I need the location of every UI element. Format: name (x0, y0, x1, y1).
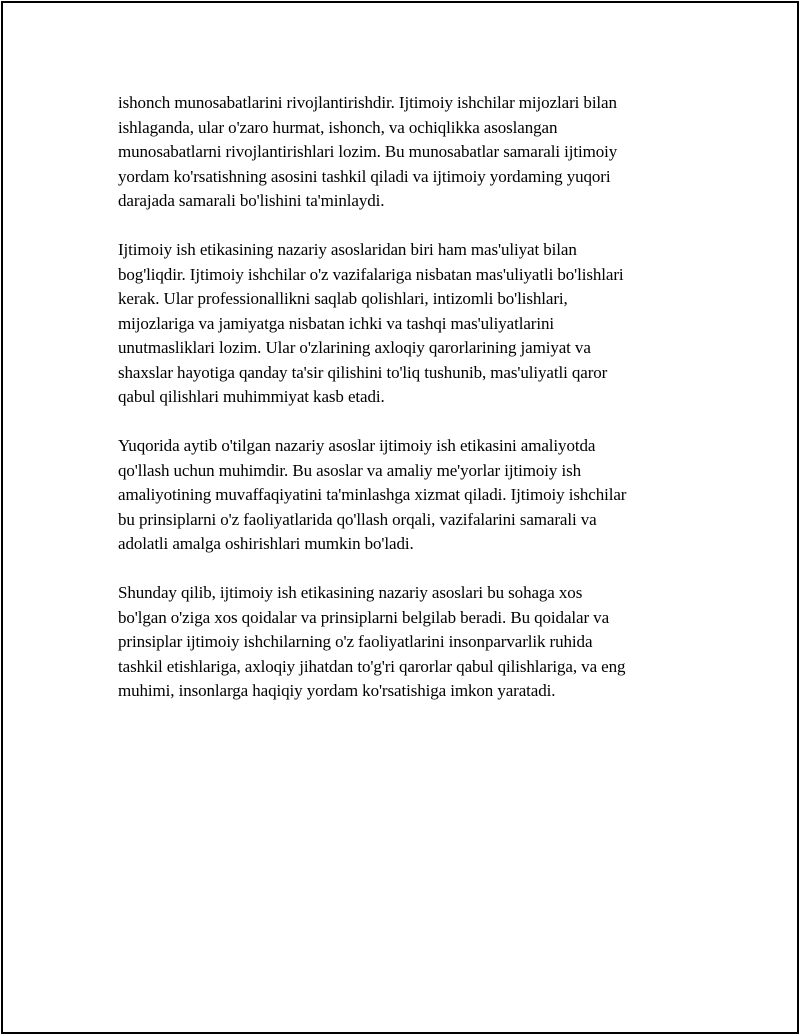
text-line: qo'llash uchun muhimdir. Bu asoslar va amaliy me'yorlar ijtimoiy ish (118, 460, 581, 480)
text-line: bu prinsiplarni o'z faoliyatlarida qo'llash orqali, vazifalarini samarali va (118, 509, 597, 529)
text-line: bo'lgan o'ziga xos qoidalar va prinsiplarni belgilab beradi. Bu qoidalar va (118, 607, 610, 627)
text-line: darajada samarali bo'lishini ta'minlaydi. (118, 191, 385, 210)
document-body (118, 91, 688, 728)
text-line: shaxslar hayotiga qanday ta'sir qilishini to'liq tushunib, mas'uliyatli qaror (118, 362, 608, 382)
paragraph-2 (118, 238, 688, 410)
paragraph-1 (118, 91, 688, 214)
text-line: bog'liqdir. Ijtimoiy ishchilar o'z vazifalariga nisbatan mas'uliyatli bo'lishlari (118, 264, 624, 284)
text-line: muhimi, insonlarga haqiqiy yordam ko'rsatishiga imkon yaratadi. (118, 681, 556, 700)
text-line: prinsiplar ijtimoiy ishchilarning o'z faoliyatlarini insonparvarlik ruhida (118, 632, 593, 651)
text-line: ishonch munosabatlarini rivojlantirishdir. Ijtimoiy ishchilar mijozlari bilan (118, 93, 617, 112)
text-line: amaliyotining muvaffaqiyatini ta'minlashga xizmat qiladi. Ijtimoiy ishchilar (118, 485, 627, 504)
paragraph-4 (118, 581, 688, 704)
text-line: tashkil etishlariga, axloqiy jihatdan to'g'ri qarorlar qabul qilishlariga, va eng (118, 656, 626, 676)
text-line: kerak. Ular professionallikni saqlab qolishlari, intizomli bo'lishlari, (118, 289, 568, 308)
text-line: Yuqorida aytib o'tilgan nazariy asoslar ijtimoiy ish etikasini amaliyotda (118, 436, 596, 455)
text-line: qabul qilishlari muhimmiyat kasb etadi. (118, 387, 385, 406)
text-line: unutmasliklari lozim. Ular o'zlarining axloqiy qarorlarining jamiyat va (118, 338, 591, 357)
text-line: yordam ko'rsatishning asosini tashkil qiladi va ijtimoiy yordaming yuqori (118, 166, 611, 186)
text-line: ishlaganda, ular o'zaro hurmat, ishonch, va ochiqlikka asoslangan (118, 117, 558, 137)
text-line: mijozlariga va jamiyatga nisbatan ichki va tashqi mas'uliyatlarini (118, 313, 554, 333)
text-line: Ijtimoiy ish etikasining nazariy asoslaridan biri ham mas'uliyat bilan (118, 240, 577, 259)
text-line: adolatli amalga oshirishlari mumkin bo'ladi. (118, 534, 414, 553)
text-line: munosabatlarni rivojlantirishlari lozim. Bu munosabatlar samarali ijtimoiy (118, 142, 618, 161)
text-line: Shunday qilib, ijtimoiy ish etikasining nazariy asoslari bu sohaga xos (118, 583, 583, 602)
paragraph-3 (118, 434, 688, 557)
